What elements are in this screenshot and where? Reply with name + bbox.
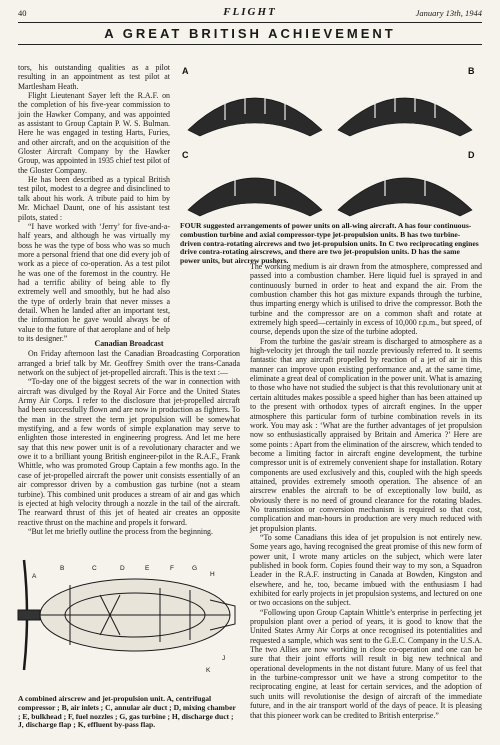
all-wing-aircraft-figure [180,58,480,218]
paragraph: The working medium is air drawn from the atmosphere, compressed and passed into a combustion chamber. Here liquid fuel is sprayed in and continuously burned in order to heat and expand the air. From the combustion chamber this hot gas mixture expands through the turbine, thus imparting energy which is utilised to drive the compressor. Both the turbine and the compressor are on a common shaft and rotate at extremely high speed—certainly in excess of 10,000 r.p.m., but speed, of course, depends upon the size of the turbine adopted. [250,262,482,337]
part-letter-a: A [32,573,37,580]
paragraph: tors, his outstanding qualities as a pilot resulting in an appointment as test pilot at Martlesham Heath. [18,63,170,91]
part-letter-d: D [120,565,125,572]
paragraph: On Friday afternoon last the Canadian Broadcasting Corporation arranged a brief talk by Mr. Geoffrey Smith over the trans-Canada network on the subject of jet-propelled aircraft. This is the text :— [18,349,240,378]
aircraft-a-wing [188,98,322,136]
header-rule [18,22,482,23]
fig-label-d: D [468,150,475,160]
part-letter-b: B [60,565,65,572]
aircraft-d-wing [338,178,472,216]
magazine-title: FLIGHT [223,6,277,18]
part-letter-e: E [145,565,150,572]
part-letter-j: J [222,655,226,662]
part-letter-k: K [206,667,211,674]
right-column [250,262,482,737]
article-title: A GREAT BRITISH ACHIEVEMENT [104,26,396,41]
subheading: Canadian Broadcast [94,339,164,348]
part-letter-g: G [192,565,198,572]
figure-caption-bottom: A combined airscrew and jet-propulsion unit. A, centrifugal compressor ; B, air inlets ; C, annular air duct ; D, mixing chamber ; E, bulkhead ; F, fuel nozzles ; G, gas turbine ; H, discharge duct ; J, discharge flap ; K, effluent by-pass flap. [18,694,236,730]
paragraph: “Following upon Group Captain Whittle’s enterprise in perfecting jet propulsion plant over a period of years, it is good to know that the United States Army Air Corps at once recognised its potentialities and requested a sample, which was sent to the G.E.C. Company in the U.S.A. The two Allies are now working in close co-operation and one can be sure that their joint efforts will result in big new technical and operational developments in the not distant future. Many of us feel that in the turbine-compressor unit we have a strong competitor to the reciprocating engine, at least for certain services, and the adoption of such units will revolutionise the design of aircraft of the immediate future, and in the air transport world of the days of peace. It is pleasing that this pioneer work can be credited to British enterprise.” [250,607,482,720]
paragraph: “To some Canadians this idea of jet propulsion is not entirely new. Some years ago, having recognised the great promise of this new form of power unit, I wrote many articles on the subject, which were later published in book form. Copies found their way to my son, a Squadron Leader in the R.A.F. instructing in Canada at Bowden, Kingston and elsewhere, and he, too, became imbued with the enthusiasm I had exhibited for early projects in jet propulsion systems, and lectured on one or two occasions on the subject. [250,532,482,608]
title-rule [18,44,482,45]
fig-label-b: B [468,66,475,76]
fig-label-c: C [182,150,189,160]
paragraph: “But let me briefly outline the process from the beginning. [28,526,213,536]
paragraph: “To-day one of the biggest secrets of the war in connection with aircraft was divulged by the Royal Air Force and the United States Army Air Corps. I refer to the disclosure that jet-propelled aircraft had been successfully flown and are now in production as fighters. To the man in the street the term jet propulsion will be somewhat mystifying, and a few words of simple explanation may serve to enlighten those interested in engineering progress. And let me here say that this new power unit is of a revolutionary character and we owe it to a brilliant young British engineer-pilot in the R.A.F., Frank Whittle, who was promoted Group Captain a few months ago. In the case of jet-propelled aircraft the power unit consists essentially of an air compressor driven by a combustion gas turbine (not a steam turbine). This combined unit produces a stream of air and gas which is ejected at high velocity through a nozzle in the tail of the aircraft. The rearward thrust of this jet of heated air creates an opposite reactive thrust on the machine and propels it forward. [18,377,240,527]
figure-caption-top: FOUR suggested arrangements of power units on all-wing aircraft. A has four continuous-combustion turbine and axial compressor-type jet-propulsion units. B has two turbine-driven contra-rotating aircrews and two jet-propulsion units. In C two reciprocating engines drive contra-rotating airscrews, and there are two jet-propulsion units. D has the same power units, but aircrew pushers. [180,221,479,266]
aircraft-b-wing [338,98,472,136]
issue-date: January 13th, 1944 [415,8,482,18]
paragraph: Flight Lieutenant Sayer left the R.A.F. on the completion of his five-year commission to join the Hawker Company, and was appointed as assistant to Group Captain P. W. S. Bulman. Here he was engaged in testing Harts, Furies, and other aircraft, and on the acquisition of the Gloster Aircraft Company by the Hawker Group, was appointed in 1935 chief test pilot of the Gloster Company. [18,91,170,175]
page-number: 40 [18,8,27,18]
part-letter-c: C [92,565,97,572]
part-letter-h: H [210,571,215,578]
jet-unit-cutaway-figure [10,540,242,690]
aircraft-c-wing [188,178,322,216]
fig-label-a: A [182,66,189,76]
paragraph: He has been described as a typical British test pilot, modest to a degree and disinclined to talk about his work. A tribute paid to him by Mr. Michael Daunt, one of his assistant test pilots, stated : [18,175,170,222]
part-letter-f: F [170,565,174,572]
paragraph: “I have worked with ‘Jerry’ for five-and-a-half years, and although he was virtually my boss he was the type of boss who was so much more a personal friend that one did every job of work as a piece of co-operation. As a test pilot he was one of the foremost in the country. He had a terrific ability of being able to fly extremely well and smoothly, but he had also the type of orderly brain that never misses a detail. When he landed after an important test, the information he gave would always be of value to the future of that aeroplane and of help to its designer.” [18,221,170,343]
left-column-mid [18,338,240,536]
running-header [18,6,482,20]
left-column-top [18,63,170,343]
paragraph: From the turbine the gas/air stream is discharged to atmosphere as a high-velocity jet through the tail nozzle previously referred to. It seems fantastic that any aircraft propelled by reaction of a jet of air in this manner can improve upon existing performance and, at the same time, eliminate a great deal of complication in the power unit. What is amazing to those who have not studied the subject is that this revolutionary unit at certain altitudes makes possible a speed higher than has been attained up to the present with orthodox types of aircraft engines. In the upper atmosphere this particular form of turbine combination revels in its work. You may ask : ‘What are the further advantages of jet propulsion now so enthusiastically appraised by Britain and America ?’ Here are some points : Apart from the elimination of the airscrew, which tended to become a limiting factor in aircraft engine development, the turbine compressor unit is of extremely convenient shape for installation. Rotary components are used exclusively and this, coupled with the high speeds attained, provides extremely smooth operation. The absence of an airscrew enables the aircraft to be of exceptionally low build, as obviously there is no need of ground clearance for the rotating blades. No transmission or conversion mechanism is required so that cost, complication and man-hours in production are very much reduced with jet propulsion plants. [250,336,482,533]
